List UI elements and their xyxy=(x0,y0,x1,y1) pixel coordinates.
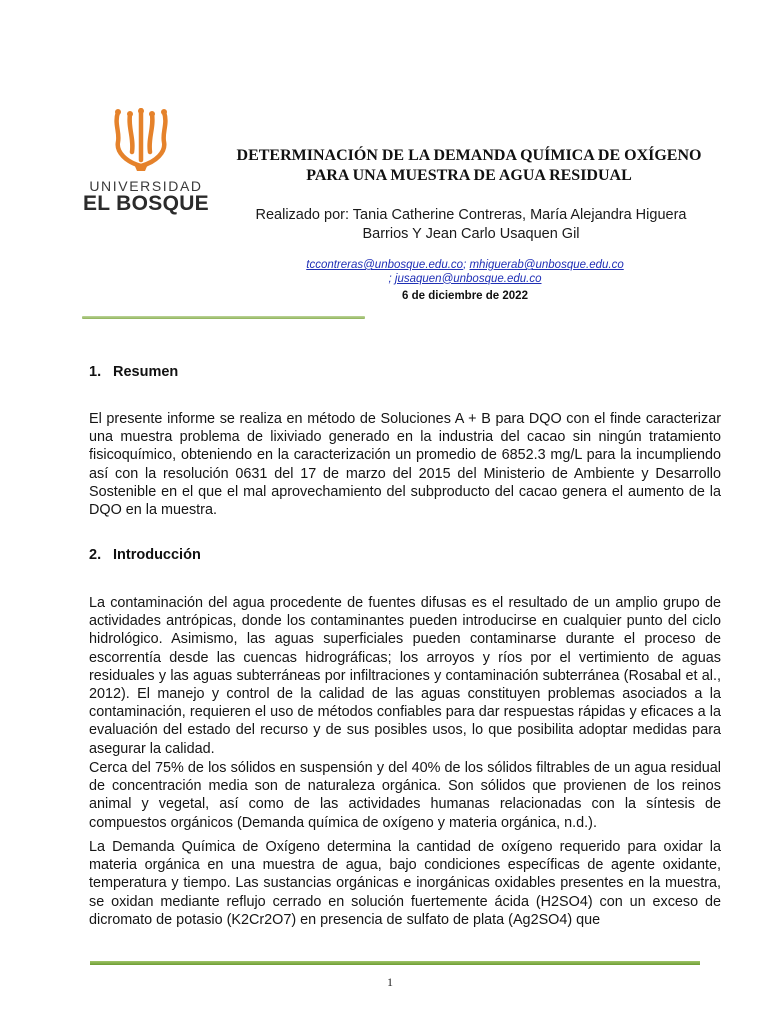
header-divider xyxy=(82,316,365,319)
intro-paragraph-2: Cerca del 75% de los sólidos en suspensión y del 40% de los sólidos filtrables de un agua residual de concentración media son de naturaleza orgánica. Son sólidos que provienen de los reinos animal y vegetal, así como de las actividades humanas relacionadas con la síntesis de compuestos orgánicos (Demanda química de oxígeno y materia orgánica, n.d.). xyxy=(89,760,721,831)
title-line-2: PARA UNA MUESTRA DE AGUA RESIDUAL xyxy=(306,167,632,184)
section-title: Resumen xyxy=(113,364,179,380)
intro-paragraph-3: La Demanda Química de Oxígeno determina la cantidad de oxígeno requerido para oxidar la materia orgánica en una muestra de agua, bajo condiciones específicas de agente oxidante, temperatura y tiempo. Las sustancias orgánicas e inorgánicas oxidables presentes en la muestra, se oxidan mediante reflujo cerrado en solución fuertemente ácida (H2SO4) con un exceso de dicromato de potasio (K2Cr2O7) en presencia de sulfato de plata (Ag2SO4) que xyxy=(89,839,721,928)
document-date: 6 de diciembre de 2022 xyxy=(402,290,528,302)
title-line-1: DETERMINACIÓN DE LA DEMANDA QUÍMICA DE OXÍGENO xyxy=(236,147,702,164)
section-number: 1. xyxy=(89,364,102,380)
section-number: 2. xyxy=(89,547,102,563)
logo-name-text: EL BOSQUE xyxy=(82,192,209,215)
section-heading-introduccion xyxy=(89,547,201,563)
page-number: 1 xyxy=(387,975,393,989)
authors-line-2: Barrios Y Jean Carlo Usaquen Gil xyxy=(362,226,580,242)
authors-line-1: Realizado por: Tania Catherine Contreras, María Alejandra Higuera xyxy=(255,207,687,223)
logo-university-text: UNIVERSIDAD xyxy=(89,178,203,194)
university-emblem-icon xyxy=(110,108,172,172)
document-title xyxy=(225,146,713,186)
email-link-2[interactable]: mhiguerab@unbosque.edu.co xyxy=(469,259,624,271)
footer-divider xyxy=(90,961,700,965)
email-separator: ; xyxy=(388,272,392,285)
section-heading-resumen xyxy=(89,364,178,380)
email-separator: ; xyxy=(463,259,467,271)
email-link-3[interactable]: jusaquen@unbosque.edu.co xyxy=(394,272,542,285)
authors xyxy=(232,206,710,244)
section-title: Introducción xyxy=(113,547,201,563)
intro-paragraph-1: La contaminación del agua procedente de fuentes difusas es el resultado de un amplio grupo de actividades antrópicas, donde los contaminantes pueden introducirse en cualquier punto del ciclo hidrológico. Asimismo, las aguas superficiales pueden contaminarse durante el proceso de escorrentía desde las cuencas hidrográficas; los arroyos y ríos por el vertimiento de aguas residuales y las aguas subterráneas por infiltraciones y contaminación subterránea (Rosabal et al., 2012). El manejo y control de la calidad de las aguas constituyen problemas asociados a la contaminación, requieren el uso de métodos confiables para dar respuestas rápidas y eficaces a la evaluación del estado del recurso y de sus posibles usos, lo que posibilita adoptar medidas para asegurar la calidad. xyxy=(89,595,721,757)
email-link-1[interactable]: tccontreras@unbosque.edu.co xyxy=(306,259,464,271)
author-emails xyxy=(240,259,690,286)
university-logo xyxy=(72,108,212,218)
resumen-paragraph: El presente informe se realiza en método de Soluciones A + B para DQO con el finde caracterizar una muestra problema de lixiviado generado en la industria del cacao sin ningún tratamiento fisicoquímico, obteniendo en la caracterización un promedio de 6852.3 mg/L para la incumpliendo así con la resolución 0631 del 17 de marzo del 2015 del Ministerio de Ambiente y Desarrollo Sostenible en el que el mal aprovechamiento del subproducto del cacao genera el aumento de la DQO en la muestra. xyxy=(89,411,721,519)
